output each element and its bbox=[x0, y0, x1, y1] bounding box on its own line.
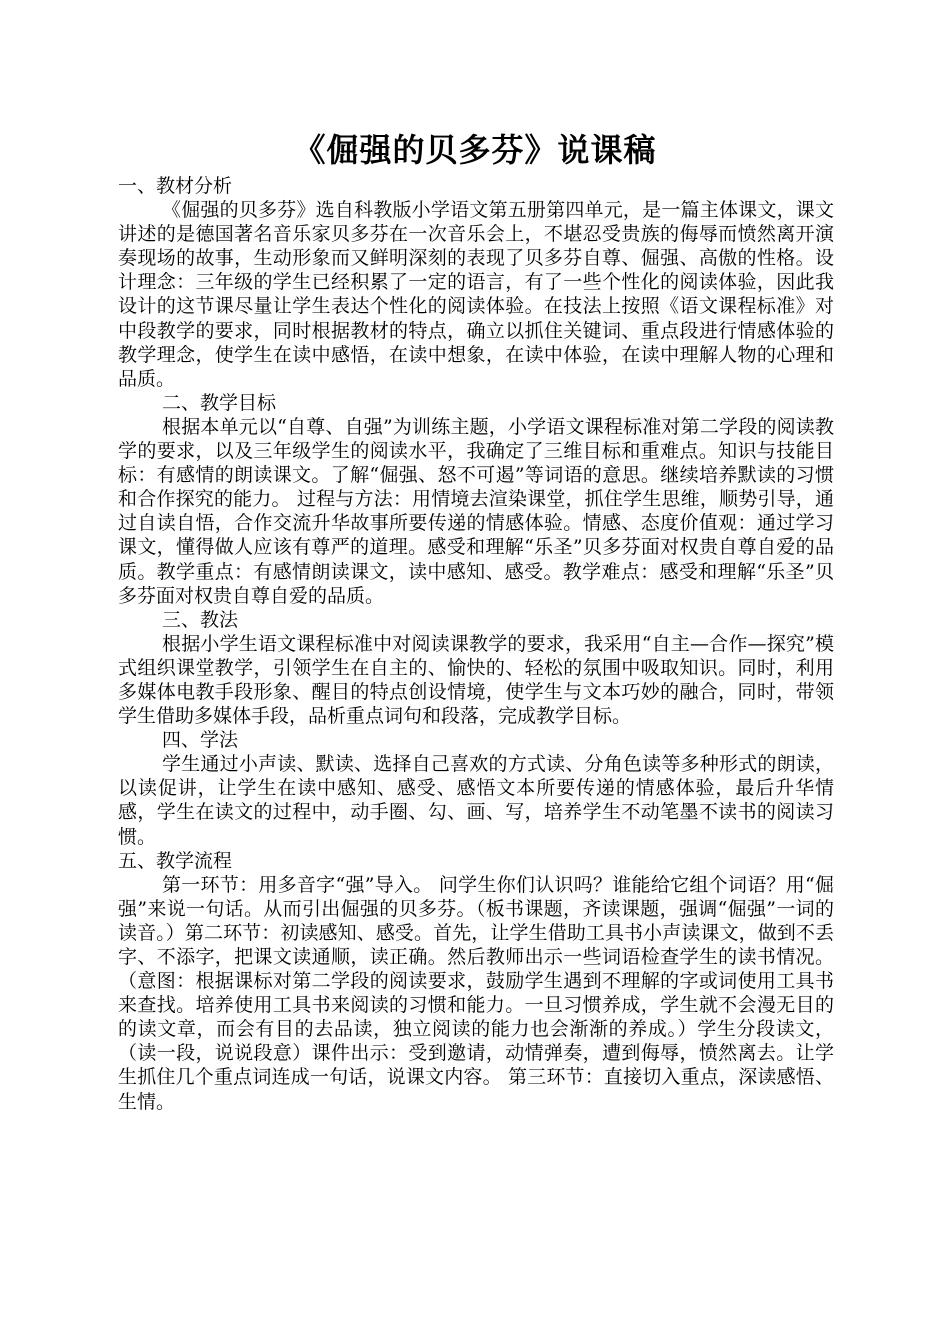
section-textbook-analysis bbox=[118, 174, 834, 391]
section-heading: 二、教学目标 bbox=[162, 391, 277, 414]
section-heading: 一、教材分析 bbox=[118, 175, 233, 197]
section-heading: 三、教法 bbox=[162, 608, 239, 631]
section-paragraph: 根据本单元以“自尊、自强”为训练主题，小学语文课程标准对第二学段的阅读教学的要求，以及三年级学生的阅读水平，我确定了三维目标和重难点。知识与技能目标：有感情的朗读课文。了解“倔强、怒不可遏”等词语的意思。继续培养默读的习惯和合作探究的能力。 过程与方法：用情境去渲染课堂，抓住学生思维，顺势引导，通过自读自悟，合作交流升华故事所要传递的情感体验。情感、态度价值观：通过学习课文，懂得做人应该有尊严的道理。感受和理解“乐圣”贝多芬面对权贵自尊自爱的品质。教学重点：有感情朗读课文，读中感知、感受。教学难点：感受和理解“乐圣”贝多芬面对权贵自尊自爱的品质。 bbox=[118, 415, 834, 607]
section-paragraph: 《倔强的贝多芬》选自科教版小学语文第五册第四单元，是一篇主体课文，课文讲述的是德国著名音乐家贝多芬在一次音乐会上，不堪忍受贵族的侮辱而愤然离开演奏现场的故事，生动形象而又鲜明深刻的表现了贝多芬自尊、倔强、高傲的性格。设计理念：三年级的学生已经积累了一定的语言，有了一些个性化的阅读体验，因此我设计的这节课尽量让学生表达个性化的阅读体验。在技法上按照《语文课程标准》对中段教学的要求，同时根据教材的特点，确立以抓住关键词、重点段进行情感体验的教学理念，使学生在读中感悟，在读中想象，在读中体验，在读中理解人物的心理和品质。 bbox=[118, 199, 834, 390]
section-teaching-objectives bbox=[118, 391, 834, 608]
section-paragraph: 学生通过小声读、默读、选择自己喜欢的方式读、分角色读等多种形式的朗读，以读促讲，让学生在读中感知、感受、感悟文本所要传递的情感体验，最后升华情感，学生在读文的过程中，动手圈、勾、画、写，培养学生不动笔墨不读书的阅读习惯。 bbox=[118, 753, 834, 848]
document-body bbox=[118, 174, 834, 1114]
document-title: 《倔强的贝多芬》说课稿 bbox=[293, 131, 657, 169]
section-teaching-process bbox=[118, 849, 834, 1114]
section-paragraph: 第一环节：用多音字“强”导入。 问学生你们认识吗？谁能给它组个词语？用“倔强”来说一句话。从而引出倔强的贝多芬。（板书课题，齐读课题，强调“倔强”一词的读音。）第二环节：初读感知、感受。首先，让学生借助工具书小声读课文，做到不丢字、不添字，把课文读通顺，读正确。然后教师出示一些词语检查学生的读书情况。 （意图：根据课标对第二学段的阅读要求，鼓励学生遇到不理解的字或词使用工具书来查找。培养使用工具书来阅读的习惯和能力。一旦习惯养成，学生就不会漫无目的的读文章，而会有目的去品读，独立阅读的能力也会渐渐的养成。）学生分段读文，（读一段，说说段意）课件出示：受到邀请，动情弹奏，遭到侮辱，愤然离去。让学生抓住几个重点词连成一句话，说课文内容。 第三环节：直接切入重点，深读感悟、生情。 bbox=[118, 873, 834, 1113]
section-learning-methods bbox=[118, 728, 834, 848]
section-paragraph: 根据小学生语文课程标准中对阅读课教学的要求，我采用“自主—合作—探究”模式组织课堂教学，引领学生在自主的、愉快的、轻松的氛围中吸取知识。同时，利用多媒体电教手段形象、醒目的特点创设情境，使学生与文本巧妙的融合，同时，带领学生借助多媒体手段，品析重点词句和段落，完成教学目标。 bbox=[118, 632, 834, 728]
section-heading: 四、学法 bbox=[162, 729, 239, 752]
section-teaching-methods bbox=[118, 608, 834, 728]
section-heading: 五、教学流程 bbox=[118, 849, 233, 872]
